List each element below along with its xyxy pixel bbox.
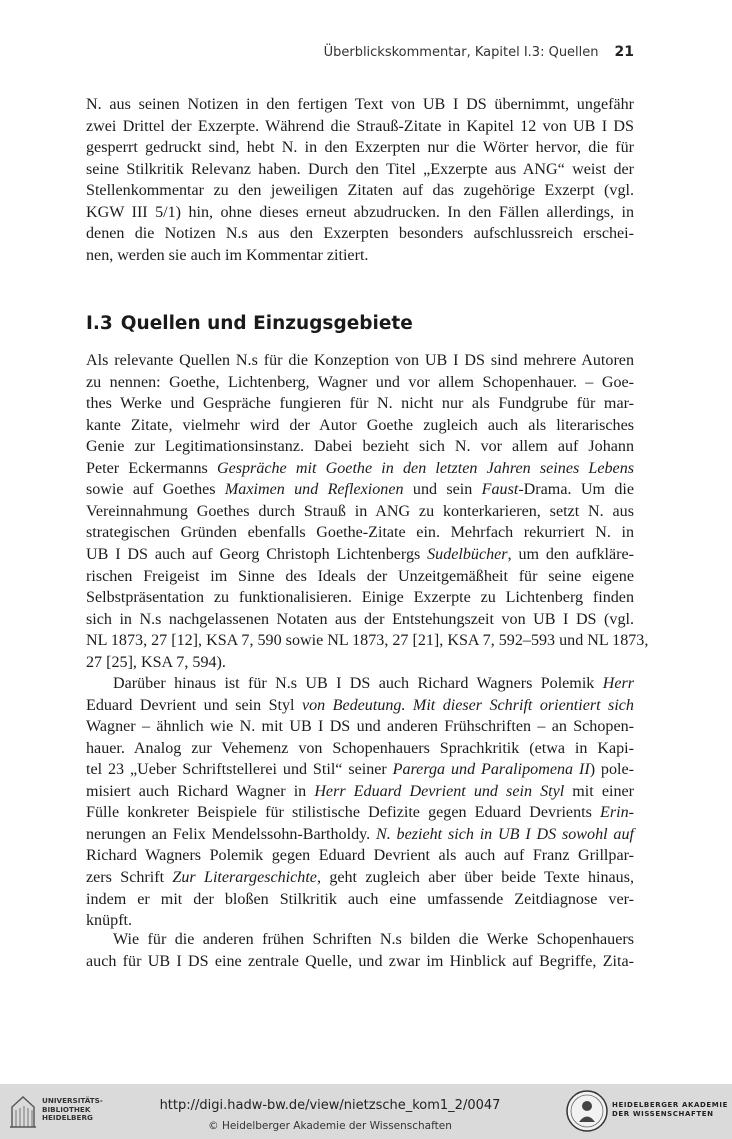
text-run: Vereinnahmung Goethes durch Strauß in ANG zu konterkarieren, setzt N. aus bbox=[86, 502, 634, 520]
text-line bbox=[86, 695, 634, 717]
text-run: mit einer bbox=[564, 782, 634, 800]
text-run: auch für UB I DS eine zentrale Quelle, und zwar im Hinblick auf Begriffe, Zita- bbox=[86, 952, 634, 970]
text-line bbox=[86, 458, 634, 480]
italic-title: Parerga und Paralipomena II bbox=[392, 761, 590, 779]
text-line bbox=[86, 716, 634, 738]
text-run: Selbstpräsentation zu funktionalisieren. Einige Exzerpte zu Lichtenberg finden bbox=[86, 589, 634, 607]
text-run: Fülle konkreter Beispiele für stilistische Defizite gegen Eduard Devrients bbox=[86, 804, 601, 822]
text-run: , um den aufkläre- bbox=[507, 545, 635, 563]
text-run: Darüber hinaus ist für N.s UB I DS auch Richard Wagners Polemik bbox=[113, 675, 603, 692]
text-run: sowie auf Goethes bbox=[86, 481, 225, 499]
text-line bbox=[86, 479, 634, 501]
text-line: zwei Drittel der Exzerpte. Während die Strauß-Zitate in Kapitel 12 von UB I DS bbox=[86, 117, 634, 135]
text-run: sich in N.s nachgelassenen Notaten aus der Entstehungszeit von UB I DS (vgl. bbox=[86, 610, 634, 628]
text-run: hauer. Analog zur Vehemenz von Schopenhauers Sprachkritik (etwa in Kapi- bbox=[86, 739, 634, 757]
copyright-notice: © Heidelberger Akademie der Wissenschaften bbox=[208, 1120, 452, 1132]
text-run: Richard Wagners Polemik gegen Eduard Devrient als auch auf Franz Grillpar- bbox=[86, 847, 634, 865]
text-run: Wie für die anderen frühen Schriften N.s bilden die Werke Schopenhauers bbox=[113, 931, 634, 948]
text-run: UB I DS auch auf Georg Christoph Lichtenbergs bbox=[86, 545, 428, 563]
italic-title: Erin- bbox=[600, 804, 634, 822]
text-run: -Drama. Um die bbox=[518, 481, 634, 499]
text-run: Wagner – ähnlich wie N. mit UB I DS und anderen Frühschriften – an Schopen- bbox=[86, 718, 634, 736]
text-line bbox=[86, 759, 634, 781]
text-line bbox=[86, 609, 634, 631]
text-line bbox=[86, 436, 634, 458]
text-line bbox=[86, 372, 634, 394]
text-line bbox=[86, 393, 634, 415]
text-run: rischen Freigeist im Sinne des Ideals der Unzeitgemäßheit für seine eigene bbox=[86, 567, 634, 585]
text-run: Eduard Devrient und sein Styl bbox=[86, 696, 295, 714]
text-line: KGW III 5/1) hin, ohne dieses erneut abzudrucken. In den Fällen allerdings, in bbox=[86, 203, 634, 221]
text-run: Peter Eckermanns bbox=[86, 459, 217, 477]
text-run: indem er mit der bloßen Stilkritik auch eine umfassende Zeitdiagnose ver- bbox=[86, 890, 634, 908]
text-run: 27 [25], KSA 7, 594). bbox=[86, 653, 226, 671]
section-title: Quellen und Einzugsgebiete bbox=[120, 313, 413, 334]
page-number: 21 bbox=[614, 44, 634, 60]
university-library-logo-icon bbox=[8, 1093, 38, 1129]
italic-title: Herr Eduard Devrient und sein Styl bbox=[314, 782, 565, 800]
text-run: zers Schrift bbox=[86, 868, 173, 886]
text-line bbox=[86, 951, 634, 973]
text-line bbox=[86, 522, 634, 544]
text-line: denen die Notizen N.s aus den Exzerpten besonders aufschlussreich erschei- bbox=[86, 225, 634, 242]
text-line bbox=[86, 845, 634, 867]
academy-seal-icon bbox=[565, 1089, 609, 1133]
text-line bbox=[86, 544, 634, 566]
italic-title: Gespräche mit Goethe in den letzten Jahren seines Lebens bbox=[216, 459, 634, 477]
italic-title: Sudelbücher bbox=[427, 545, 508, 563]
text-line: seine Stilkritik Relevanz haben. Durch den Titel „Exzerpte aus ANG“ weist der bbox=[86, 160, 634, 178]
text-line: gesperrt gedruckt sind, hebt N. in den Exzerpten nur die Wörter hervor, die für bbox=[86, 139, 634, 156]
text-run: kante Zitate, vielmehr wird der Autor Goethe zugleich auch als literarisches bbox=[86, 416, 634, 434]
running-head bbox=[86, 44, 634, 64]
academy-name: HEIDELBERGER AKADEMIE DER WISSENSCHAFTEN bbox=[612, 1101, 728, 1118]
text-line bbox=[86, 824, 634, 846]
text-line bbox=[86, 781, 634, 803]
text-line bbox=[86, 501, 634, 523]
text-line bbox=[86, 802, 634, 824]
text-line bbox=[113, 673, 634, 695]
section-number: I.3 bbox=[86, 313, 113, 334]
text-line: Stellenkommentar zu den jeweiligen Zitaten auf das zugehörige Exzerpt (vgl. bbox=[86, 182, 634, 199]
text-line: nen, werden sie auch im Kommentar zitiert. bbox=[86, 246, 369, 264]
text-run: tel 23 „Ueber Schriftstellerei und Stil“ seiner bbox=[86, 761, 393, 779]
text-line bbox=[86, 738, 634, 760]
italic-title: N. bezieht sich in UB I DS sowohl auf bbox=[370, 825, 634, 843]
text-run: und sein bbox=[403, 481, 482, 499]
section-heading bbox=[86, 313, 634, 339]
italic-title: Faust bbox=[481, 481, 519, 499]
text-run: , geht zugleich aber über beide Texte hinaus, bbox=[316, 868, 635, 886]
text-line bbox=[86, 566, 634, 588]
text-line bbox=[86, 889, 634, 911]
text-run: thes Werke und Gespräche fungieren für N. nicht nur als Fundgrube für mar- bbox=[86, 395, 634, 413]
text-run: knüpft. bbox=[86, 912, 133, 930]
text-line: N. aus seinen Notizen in den fertigen Text von UB I DS übernimmt, ungefähr bbox=[86, 96, 634, 113]
text-line bbox=[86, 630, 649, 652]
source-url-link[interactable]: http://digi.hadw-bw.de/view/nietzsche_kom1_2/0047 bbox=[159, 1098, 501, 1113]
text-run: ) pole- bbox=[589, 761, 634, 779]
text-line bbox=[113, 929, 634, 951]
text-run: nerungen an Felix Mendelssohn-Bartholdy. bbox=[86, 825, 371, 843]
running-title: Überblickskommentar, Kapitel I.3: Quellen bbox=[323, 45, 599, 60]
text-run: NL 1873, 27 [12], KSA 7, 590 sowie NL 1873, 27 [21], KSA 7, 592–593 und NL 1873, bbox=[86, 632, 649, 650]
italic-title: Zur Literargeschichte bbox=[172, 868, 317, 886]
italic-title: Maximen und Reflexionen bbox=[224, 481, 404, 499]
text-run: Als relevante Quellen N.s für die Konzeption von UB I DS sind mehrere Autoren bbox=[86, 352, 634, 369]
text-line bbox=[86, 350, 634, 372]
text-run: zu nennen: Goethe, Lichtenberg, Wagner und vor allem Schopenhauer. – Goe- bbox=[86, 373, 634, 391]
text-line bbox=[86, 415, 634, 437]
italic-title: von Bedeutung. Mit dieser Schrift orientiert sich bbox=[294, 696, 634, 714]
text-run: Genie zur Legitimationsinstanz. Dabei bezieht sich N. vor allem auf Johann bbox=[86, 438, 634, 456]
university-library-name: UNIVERSITÄTS- BIBLIOTHEK HEIDELBERG bbox=[42, 1096, 103, 1122]
text-run: strategischen Gründen ebenfalls Goethe-Zitate ein. Mehrfach rekurriert N. in bbox=[86, 524, 634, 542]
text-line bbox=[86, 587, 634, 609]
footer-bar bbox=[0, 1084, 732, 1139]
text-run: misiert auch Richard Wagner in bbox=[86, 782, 315, 800]
text-line bbox=[86, 652, 634, 674]
text-line bbox=[86, 867, 634, 889]
italic-title: Herr bbox=[602, 675, 634, 692]
